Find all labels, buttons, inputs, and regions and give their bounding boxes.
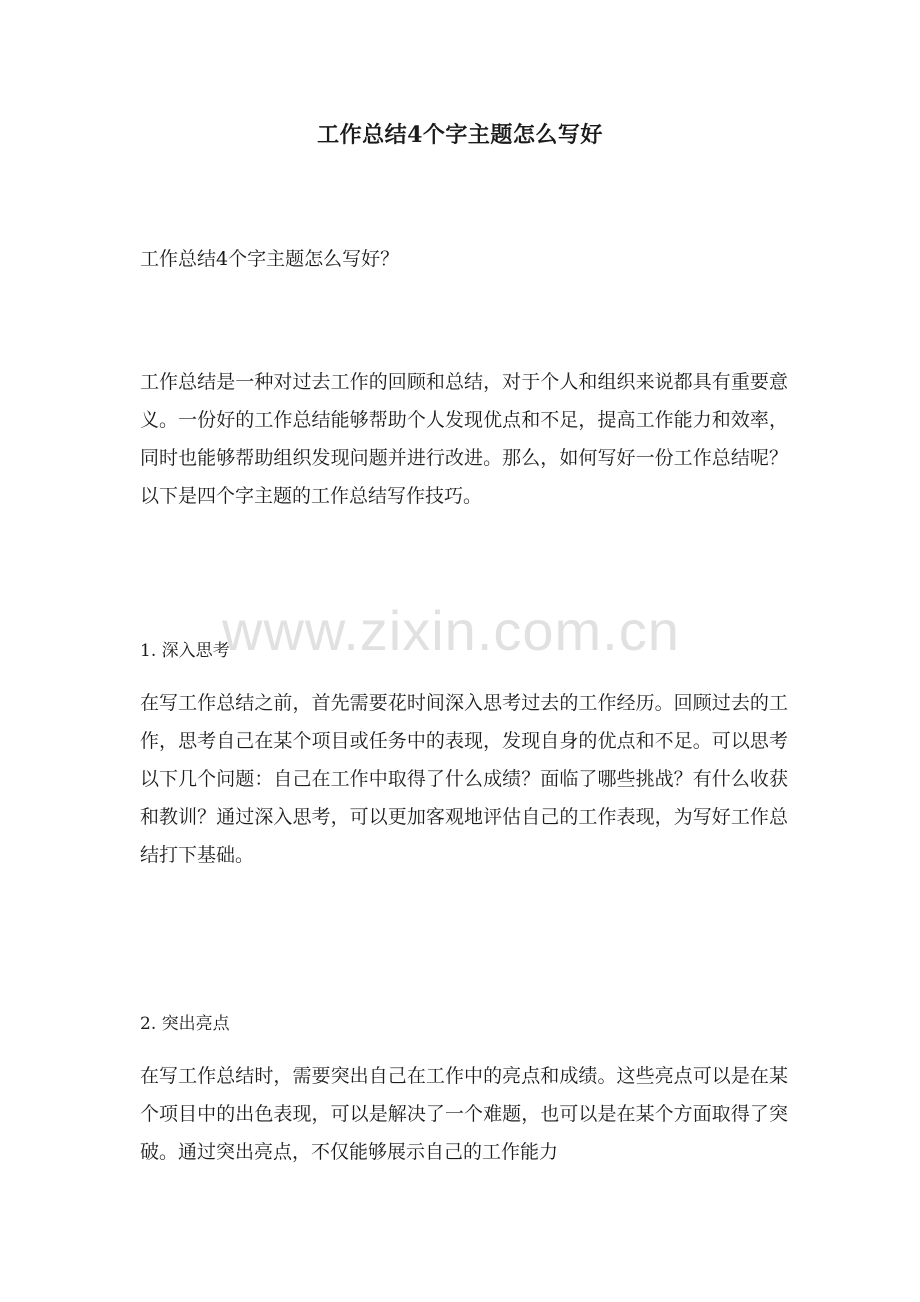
- section-heading-1: 1. 深入思考: [140, 641, 230, 661]
- watermark-text: www.zixin.com.cn: [222, 599, 680, 662]
- document-title: 工作总结4个字主题怎么写好: [317, 122, 603, 148]
- document-subtitle: 工作总结4个字主题怎么写好？: [140, 248, 400, 270]
- intro-paragraph: 工作总结是一种对过去工作的回顾和总结，对于个人和组织来说都具有重要意义。一份好的工作总结能够帮助个人发现优点和不足，提高工作能力和效率，同时也能够帮助组织发现问题并进行改进。那么，如何写好一份工作总结呢？以下是四个字主题的工作总结写作技巧。: [140, 371, 788, 507]
- section-heading-2: 2. 突出亮点: [140, 1014, 230, 1034]
- section-body-1: 在写工作总结之前，首先需要花时间深入思考过去的工作经历。回顾过去的工作，思考自己在某个项目或任务中的表现，发现自身的优点和不足。可以思考以下几个问题：自己在工作中取得了什么成绩？面临了哪些挑战？有什么收获和教训？通过深入思考，可以更加客观地评估自己的工作表现，为写好工作总结打下基础。: [140, 692, 788, 866]
- section-body-2: 在写工作总结时，需要突出自己在工作中的亮点和成绩。这些亮点可以是在某个项目中的出色表现，可以是解决了一个难题，也可以是在某个方面取得了突破。通过突出亮点，不仅能够展示自己的工作能力: [140, 1065, 788, 1163]
